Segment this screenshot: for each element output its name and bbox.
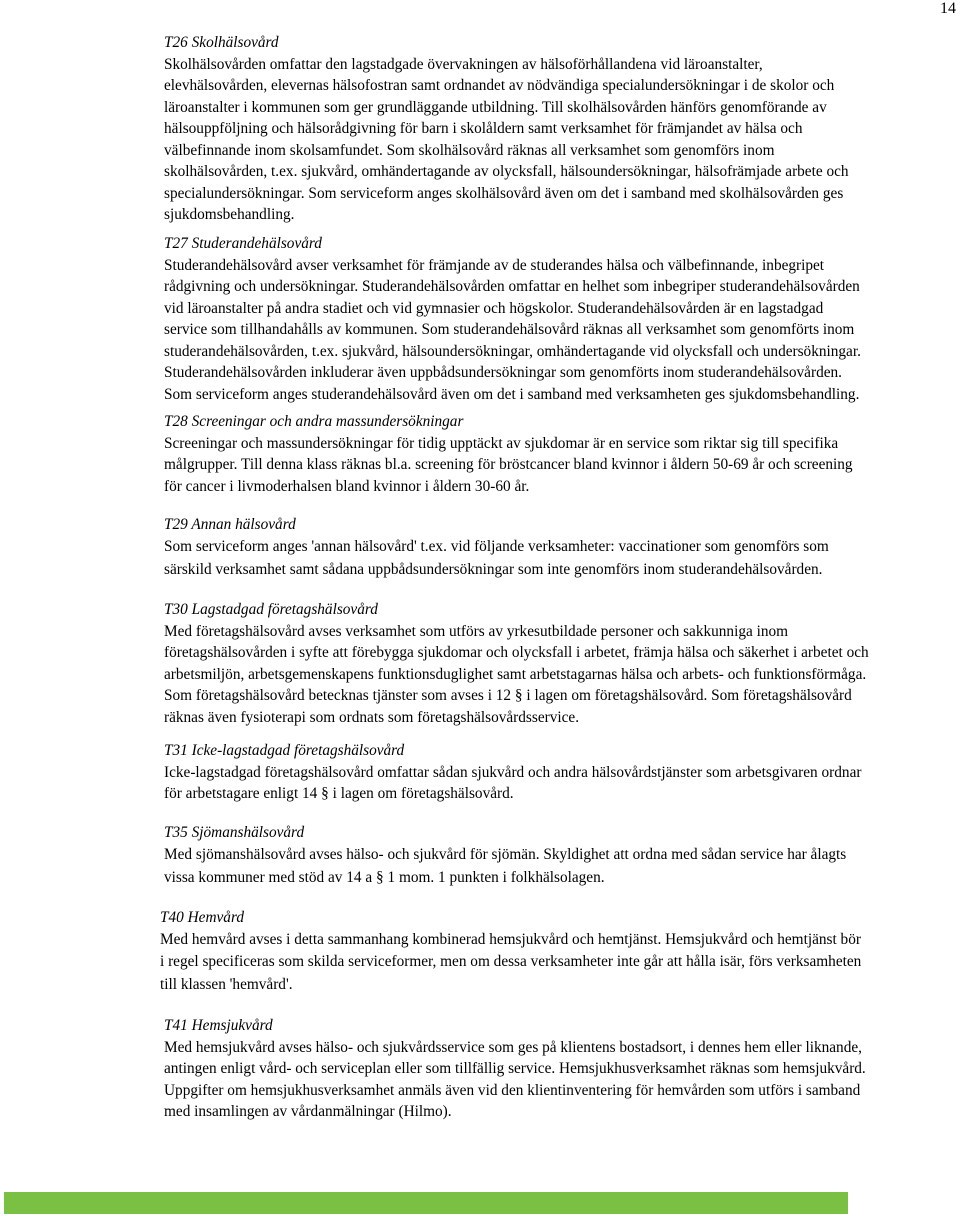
body-line: Med hemsjukvård avses hälso- och sjukvårdsservice som ges på klientens bostadsort, i dennes hem eller liknande,: [164, 1038, 862, 1056]
section-t31: [164, 740, 960, 805]
body-line: särskild verksamhet samt sådana uppbådsundersökningar som inte genomförs inom studerandehälsovården.: [164, 561, 823, 578]
body-line: företagshälsovården i syfte att förebygga sjukdomar och olycksfall i arbetet, främja hälsa och säkerhet i arbetet och: [164, 644, 869, 661]
page-number: 14: [940, 0, 956, 17]
body-line: vid läroanstalter på andra stadiet och vid gymnasier och högskolor. Studerandehälsovården är en lagstadgad: [164, 299, 824, 317]
body-line: för cancer i livmoderhalsen bland kvinnor i åldern 30-60 år.: [164, 477, 530, 495]
body-line: räknas även fysioterapi som ordnats som företagshälsovårdsservice.: [164, 708, 580, 726]
section-t27: [164, 233, 960, 405]
body-line: med insamlingen av vårdanmälningar (Hilmo).: [164, 1103, 452, 1120]
footer-bar: [4, 1192, 848, 1214]
section-heading: T31 Icke-lagstadgad företagshälsovård: [164, 742, 405, 759]
body-line: arbetsmiljön, arbetsgemenskapens funktionsduglighet samt arbetstagarnas hälsa och arbets- och funktionsförmåga.: [164, 665, 867, 683]
body-line: Uppgifter om hemsjukhusverksamhet anmäls även vid den klientinventering för hemvården som utförs i samband: [164, 1081, 861, 1099]
body-line: Studerandehälsovård avser verksamhet för främjande av de studerandes hälsa och välbefinnande, inbegripet: [164, 256, 825, 274]
body-line: läroanstalter i kommunen som ger grundläggande utbildning. Till skolhälsovården hänförs genomförande av: [164, 98, 827, 116]
body-line: Med sjömanshälsovård avses hälso- och sjukvård för sjömän. Skyldighet att ordna med sådan service har ålagts: [164, 845, 847, 863]
section-t41: [164, 1015, 960, 1123]
section-t29: [164, 514, 960, 581]
body-line: Med företagshälsovård avses verksamhet som utförs av yrkesutbildade personer och sakkunniga inom: [164, 622, 789, 640]
body-line: till klassen 'hemvård'.: [160, 975, 293, 993]
body-line: i regel specificeras som skilda serviceformer, men om dessa verksamheter inte går att hålla isär, förs verksamheten: [160, 953, 862, 970]
section-heading: T40 Hemvård: [160, 909, 244, 926]
section-heading: T29 Annan hälsovård: [164, 516, 296, 533]
body-line: antingen enligt vård- och serviceplan eller som tillfällig service. Hemsjukhusverksamhet räknas som hemsjukvård.: [164, 1060, 866, 1077]
body-line: specialundersökningar. Som serviceform anges skolhälsovård även om det i samband med skolhälsovården ges: [164, 184, 844, 202]
section-t30: [164, 599, 960, 728]
body-line: Som serviceform anges 'annan hälsovård' t.ex. vid följande verksamheter: vaccinationer som genomförs som: [164, 537, 829, 555]
body-line: Med hemvård avses i detta sammanhang kombinerad hemsjukvård och hemtjänst. Hemsjukvård och hemtjänst bör: [160, 930, 861, 948]
section-heading: T41 Hemsjukvård: [164, 1017, 273, 1034]
section-heading: T27 Studerandehälsovård: [164, 235, 322, 252]
section-heading: T35 Sjömanshälsovård: [164, 824, 305, 841]
body-line: Som serviceform anges studerandehälsovård även om det i samband med verksamheten ges sjukdomsbehandling.: [164, 385, 860, 403]
body-line: skolhälsovården, t.ex. sjukvård, omhändertagande av olycksfall, hälsoundersökningar, hälsofrämjade arbete och: [164, 163, 849, 180]
body-line: Studerandehälsovården inkluderar även uppbådsundersökningar som genomförts inom studerandehälsovården.: [164, 364, 842, 381]
section-t28-block: [164, 411, 960, 497]
body-line: välbefinnande inom skolsamfundet. Som skolhälsovård räknas all verksamhet som genomförs inom: [164, 141, 775, 159]
section-t26: [164, 32, 960, 226]
body-line: vissa kommuner med stöd av 14 a § 1 mom. 1 punkten i folkhälsolagen.: [164, 869, 605, 886]
body-line: sjukdomsbehandling.: [164, 206, 295, 223]
body-line: Som företagshälsovård betecknas tjänster som avses i 12 § i lagen om företagshälsovård. Som företagshälsovård: [164, 687, 852, 704]
body-line: målgrupper. Till denna klass räknas bl.a. screening för bröstcancer bland kvinnor i åldern 50-69 år och screening: [164, 456, 853, 473]
body-line: elevhälsovården, elevernas hälsofostran samt ordnandet av nödvändiga specialundersökningar i de skolor och: [164, 77, 835, 94]
section-t35: [164, 822, 960, 889]
body-line: för arbetstagare enligt 14 § i lagen om företagshälsovård.: [164, 785, 514, 802]
body-line: Skolhälsovården omfattar den lagstadgade övervakningen av hälsoförhållandena vid läroanstalter,: [164, 55, 763, 73]
section-heading: T30 Lagstadgad företagshälsovård: [164, 601, 378, 618]
body-line: service som tillhandahålls av kommunen. Som studerandehälsovård räknas all verksamhet som genomförts inom: [164, 321, 855, 338]
body-line: rådgivning och undersökningar. Studerandehälsovården omfattar en helhet som inbegriper studerandehälsovården: [164, 278, 860, 295]
section-heading: T28 Screeningar och andra massundersökningar: [164, 413, 464, 430]
body-line: Screeningar och massundersökningar för tidig upptäckt av sjukdomar är en service som riktar sig till specifika: [164, 434, 839, 452]
section-heading: T26 Skolhälsovård: [164, 34, 279, 51]
body-line: hälsouppföljning och hälsorådgivning för barn i skolåldern samt verksamhet för främjandet av hälsa och: [164, 120, 803, 137]
section-t40: [160, 907, 960, 995]
body-line: studerandehälsovården, t.ex. sjukvård, hälsoundersökningar, omhändertagande vid olycksfall och undersökningar.: [164, 342, 861, 360]
body-line: Icke-lagstadgad företagshälsovård omfattar sådan sjukvård och andra hälsovårdstjänster som arbetsgivaren ordnar: [164, 763, 862, 781]
